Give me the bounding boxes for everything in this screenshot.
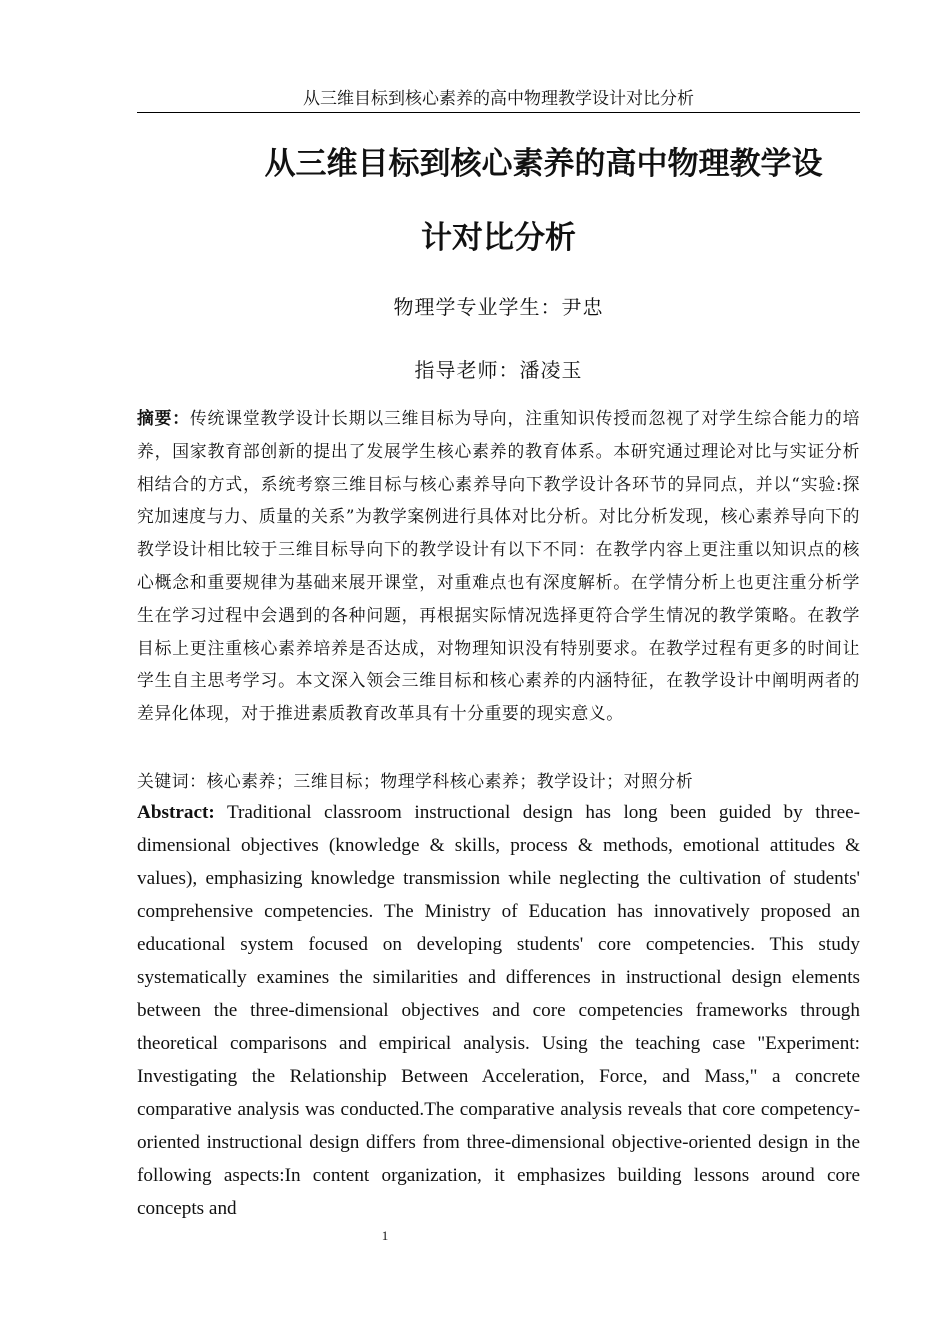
english-abstract-text: Traditional classroom instructional design has long been guided by three-dimensional objectives (knowledge & skills, process & methods, emotional attitudes & values), emphasizing knowledge transmission while neglecting the cultivation of students' comprehensive competencies. The Ministry of Education has innovatively proposed an educational system focused on developing students' core competencies. This study systematically examines the similarities and differences in instructional design elements between the three-dimensional objectives and core competencies frameworks through theoretical comparisons and empirical analysis. Using the teaching case "Experiment: Investigating the Relationship Between Acceleration, Force, and Mass," a concrete comparative analysis was conducted.The comparative analysis reveals that core competency-oriented instructional design differs from three-dimensional objective-oriented design in the following aspects:In content organization, it emphasizes building lessons around core concepts and bbox=[137, 802, 860, 1219]
page-number: 1 bbox=[381, 1228, 389, 1243]
header-divider bbox=[137, 112, 860, 113]
paper-title-line-1: 从三维目标到核心素养的高中物理教学设 bbox=[264, 146, 823, 182]
chinese-abstract-text: 传统课堂教学设计长期以三维目标为导向，注重知识传授而忽视了对学生综合能力的培养，国家教育部创新的提出了发展学生核心素养的教育体系。本研究通过理论对比与实证分析相结合的方式，系统考察三维目标与核心素养导向下教学设计各环节的异同点，并以“实验:探究加速度与力、质量的关系”为教学案例进行具体对比分析。对比分析发现，核心素养导向下的教学设计相比较于三维目标导向下的教学设计有以下不同：在教学内容上更注重以知识点的核心概念和重要规律为基础来展开课堂，对重难点也有深度解析。在学情分析上也更注重分析学生在学习过程中会遇到的各种问题，再根据实际情况选择更符合学生情况的教学策略。在教学目标上更注重核心素养培养是否达成，对物理知识没有特别要求。在教学过程有更多的时间让学生自主思考学习。本文深入领会三维目标和核心素养的内涵特征，在教学设计中阐明两者的差异化体现，对于推进素质教育改革具有十分重要的现实意义。 bbox=[137, 408, 860, 724]
advisor-line: 指导老师：潘凌玉 bbox=[414, 358, 583, 382]
chinese-keywords: 关键词：核心素养；三维目标；物理学科核心素养；教学设计；对照分析 bbox=[137, 771, 694, 791]
paper-title-line-2: 计对比分析 bbox=[421, 220, 576, 256]
chinese-abstract bbox=[137, 402, 860, 730]
running-header: 从三维目标到核心素养的高中物理教学设计对比分析 bbox=[303, 89, 694, 109]
english-abstract-label: Abstract: bbox=[137, 802, 215, 823]
chinese-abstract-label: 摘要： bbox=[137, 408, 190, 428]
author-line: 物理学专业学生：尹忠 bbox=[393, 295, 604, 319]
english-abstract bbox=[137, 796, 860, 1225]
